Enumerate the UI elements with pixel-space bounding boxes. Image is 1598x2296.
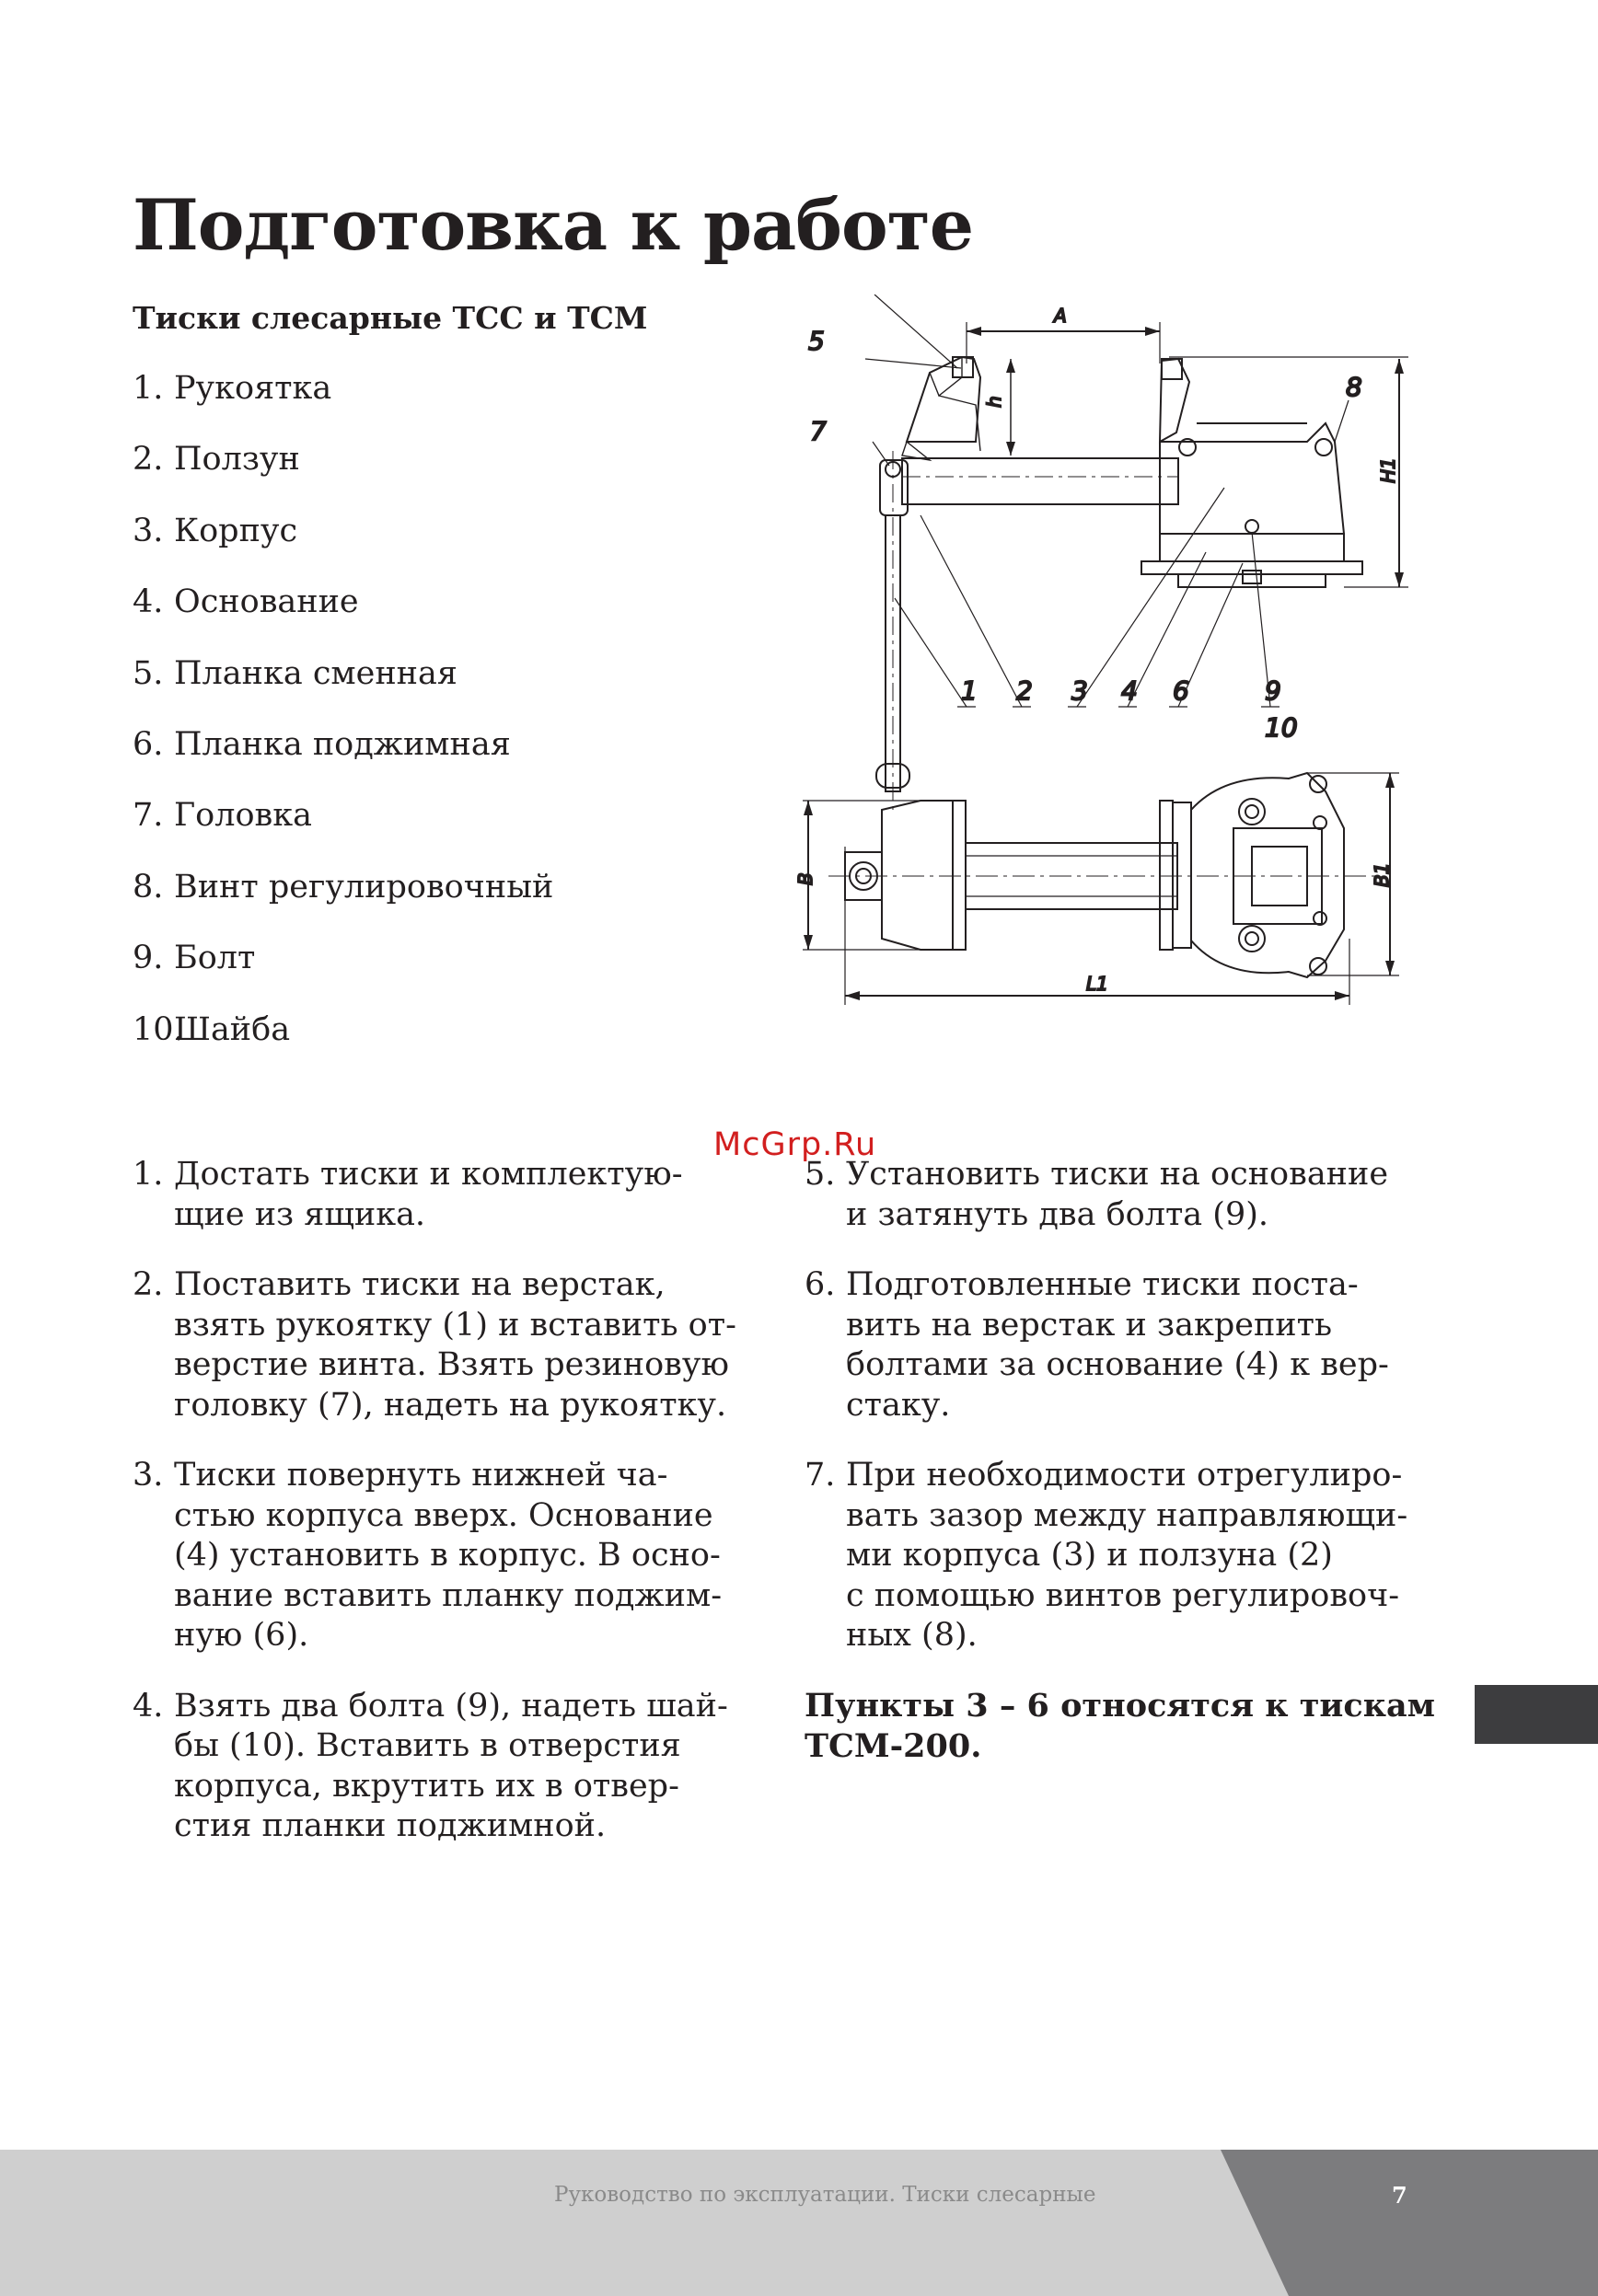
dim-label-b: B — [794, 872, 816, 885]
list-item: 5. Планка сменная — [133, 654, 457, 692]
callout-2: 2 — [1016, 675, 1033, 706]
list-item: 1. Достать тиски и комплектую- щие из ящика. — [133, 1156, 683, 1233]
parts-list — [133, 370, 553, 1082]
list-item: 2. Поставить тиски на верстак, взять рукоятку (1) и вставить от- верстие винта. Взять резиновую головку (7), надеть на рукоятку. — [133, 1266, 736, 1424]
list-item: 10. Шайба — [133, 1010, 291, 1048]
dim-label-h: h — [983, 396, 1005, 408]
callout-9: 9 — [1265, 675, 1281, 706]
list-item: 5. Установить тиски на основание и затянуть два болта (9). — [805, 1156, 1389, 1233]
list-item: 9. Болт — [133, 940, 256, 977]
callout-1: 1 — [961, 675, 978, 706]
page-number: 7 — [1392, 2182, 1407, 2209]
footer-title: Руководство по эксплуатации. Тиски слесарные — [554, 2183, 1096, 2207]
footer-band — [0, 2150, 1598, 2296]
list-item: 8. Винт регулировочный — [133, 868, 554, 906]
list-item: 6. Планка поджимная — [133, 725, 511, 763]
section-subtitle: Тиски слесарные ТСС и ТСМ — [133, 300, 648, 336]
section-tab-marker — [1475, 1685, 1598, 1744]
dim-label-a: A — [1054, 305, 1067, 327]
dim-label-l1: L1 — [1086, 973, 1108, 995]
watermark-text: McGrp.Ru — [713, 1126, 877, 1163]
list-item: 4. Взять два болта (9), надеть шай- бы (10). Вставить в отверстия корпуса, вкрутить их в отвер- стия планки поджимной. — [133, 1687, 728, 1844]
callout-5: 5 — [808, 326, 825, 356]
callout-3: 3 — [1071, 675, 1088, 706]
list-item: 4. Основание — [133, 583, 359, 621]
dim-label-b1: B1 — [1371, 862, 1393, 887]
list-item: 3. Корпус — [133, 512, 298, 549]
steps-right-column — [805, 1155, 1430, 1687]
list-item: 1. Рукоятка — [133, 370, 332, 407]
callout-10: 10 — [1265, 712, 1298, 743]
steps-left-column — [133, 1155, 758, 1877]
dim-label-h1: H1 — [1377, 457, 1399, 483]
callout-4: 4 — [1121, 675, 1138, 706]
list-item: 2. Ползун — [133, 441, 300, 479]
list-item: 7. Головка — [133, 797, 312, 835]
list-item: 7. При необходимости отрегулиро- вать зазор между направляющи- ми корпуса (3) и ползуна (2) с помощью винтов регулировоч- ных (8). — [805, 1457, 1408, 1654]
note-text: Пункты 3 – 6 относятся к тискам ТСМ-200. — [805, 1687, 1436, 1765]
list-item: 6. Подготовленные тиски поста- вить на верстак и закрепить болтами за основание (4) к вер- стаку. — [805, 1266, 1389, 1424]
vise-technical-drawing — [792, 294, 1418, 1012]
callout-8: 8 — [1346, 372, 1362, 402]
callout-7: 7 — [810, 416, 827, 446]
list-item: 3. Тиски повернуть нижней ча- стью корпуса вверх. Основание (4) установить в корпус. В осно- вание вставить планку поджим- ную (6). — [133, 1457, 723, 1654]
callout-6: 6 — [1173, 675, 1189, 706]
page-title: Подготовка к работе — [133, 184, 974, 266]
